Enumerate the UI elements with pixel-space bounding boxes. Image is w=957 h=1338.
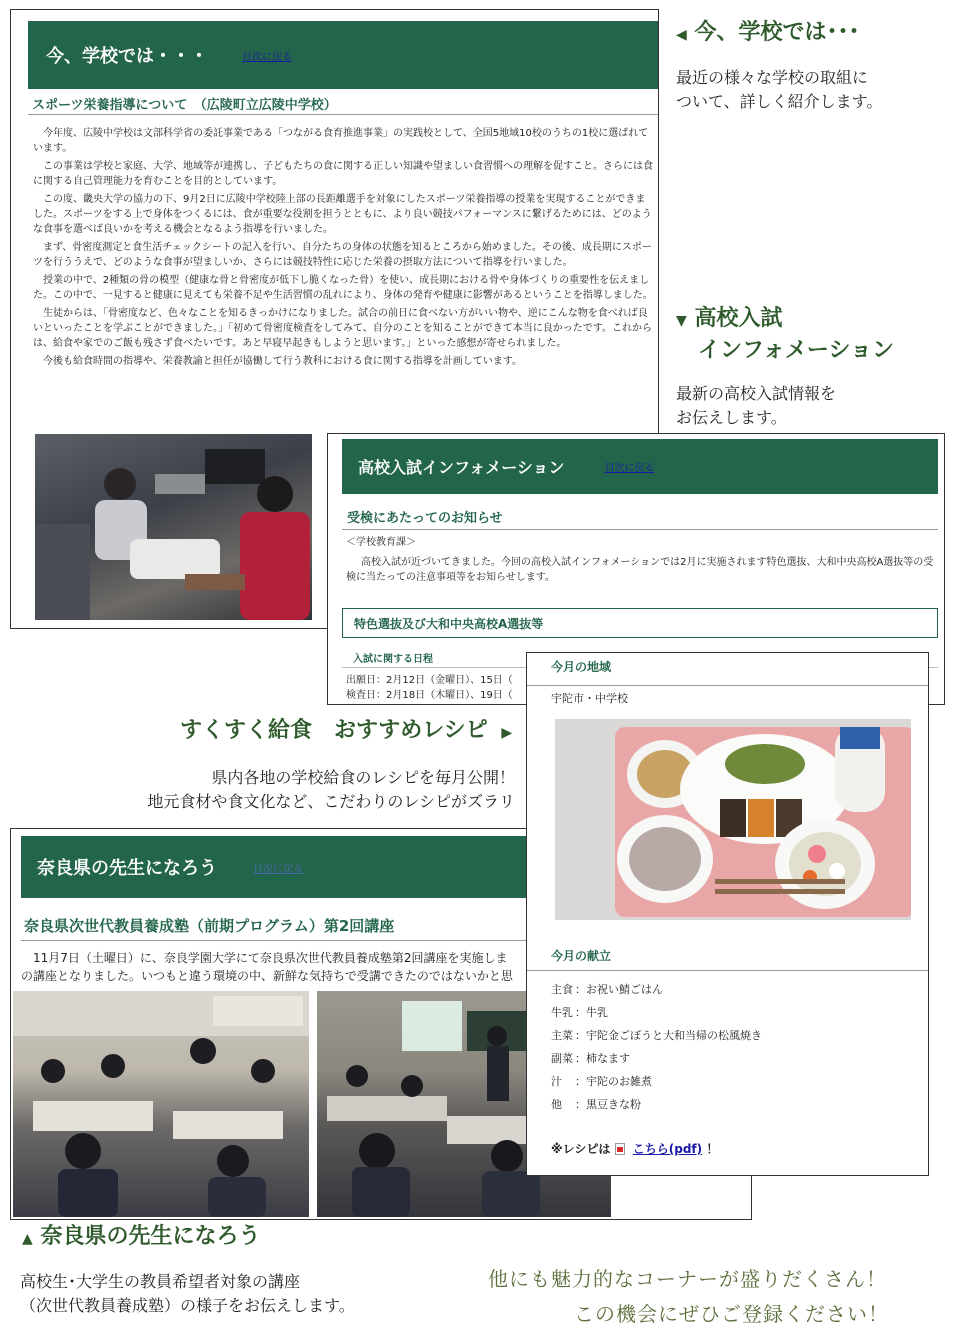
callout-recipe-title <box>180 716 512 748</box>
recipe-lunch-figures <box>555 719 911 920</box>
school-paragraph: 生徒からは、「骨密度など、色々なことを知るきっかけになりました。試合の前日に食べない方がいい物や、逆にこんな物を食べれば良いといったことを学ぶことができました。」「初めて骨密度検査をしてみて、自分のことを知ることができて本当に良かったです。これからは、給食や家でのご飯も残さず食べたいです。あと早寝早起きもしようと思います。」といった感想が寄せられました。 <box>33 308 652 349</box>
callout-teacher-text <box>20 1270 355 1318</box>
exam-dept: ＜学校教育課＞ <box>346 537 416 548</box>
exam-title-rule <box>342 529 938 530</box>
school-header-title: 今、学校では・・・ <box>46 46 208 67</box>
callout-teacher-line: （次世代教員養成塾）の様子をお伝えします。 <box>20 1296 355 1315</box>
menu-key: 主食 <box>551 983 573 996</box>
school-paragraph: 授業の中で、2種類の骨の模型（健康な骨と骨密度が低下し脆くなった骨）を使い、成長期における骨や身体づくりの重要性を伝えました。この中で、一見すると健康に見えても栄養不足や生活習慣の乱れにより、身体の発育や健康に影響があるということを指導しました。 <box>33 275 653 301</box>
callout-teacher-line: 高校生･大学生の教員希望者対象の講座 <box>20 1272 301 1291</box>
menu-value: ：宇陀のお雑煮 <box>575 1075 652 1088</box>
callout-school-line: 最近の様々な学校の取組に <box>676 68 869 87</box>
exam-schedule-line: 出願日：2月12日（金曜日）、15日（ <box>346 675 513 686</box>
menu-key: 副菜 <box>551 1052 573 1065</box>
teacher-header-title: 奈良県の先生になろう <box>37 858 217 879</box>
exam-box-title: 特色選抜及び大和中央高校A選抜等 <box>354 617 544 631</box>
recipe-pdf-link[interactable]: こちら(pdf) <box>632 1142 703 1156</box>
teacher-article-title: 奈良県次世代教員養成塾（前期プログラム）第2回講座 <box>24 917 395 935</box>
menu-row <box>551 978 762 1001</box>
menu-key: 主菜 <box>551 1029 573 1042</box>
callout-teacher-title-text: 奈良県の先生になろう <box>40 1224 261 1249</box>
callout-recipe-title-text: すくすく給食 おすすめレシピ <box>180 718 488 743</box>
pdf-file-icon <box>615 1143 625 1155</box>
teacher-classroom-photo-1 <box>13 991 309 1217</box>
menu-row <box>551 1093 762 1116</box>
exam-notice-title: 受検にあたってのお知らせ <box>347 511 503 526</box>
recipe-lunch-photo <box>555 719 911 920</box>
triangle-up-icon: ▲ <box>22 1231 33 1247</box>
callout-exam-title-line: インフォメーション <box>698 338 895 363</box>
school-back-link[interactable]: 目次に戻る <box>242 51 292 63</box>
school-paragraph: 今後も給食時間の指導や、栄養教諭と担任が協働して行う教科における食に関する指導を計画しています。 <box>43 356 522 367</box>
menu-row <box>551 1047 762 1070</box>
school-title-rule <box>28 114 658 115</box>
callout-exam-title-line: 高校入試 <box>694 306 783 331</box>
teacher-text-line: の講座となりました。いつもと違う環境の中、新鮮な気持ちで受講できたのではないかと思 <box>21 969 513 983</box>
menu-value: ：お祝い鯖ごはん <box>575 983 663 996</box>
closing-line-2: この機会にぜひご登録ください！ <box>574 1302 889 1326</box>
teacher-back-link[interactable]: 目次に戻る <box>253 863 303 875</box>
school-paragraph: 今年度、広陵中学校は文部科学省の委託事業である「つながる食育推進事業」の実践校として、全国5地域10校のうちの1校に選ばれています。 <box>33 128 649 154</box>
callout-school-line: ついて、詳しく紹介します。 <box>676 92 883 111</box>
triangle-left-icon: ◀ <box>676 27 687 43</box>
exam-schedule-title: 入試に関する日程 <box>353 654 433 665</box>
callout-recipe-line: 県内各地の学校給食のレシピを毎月公開！ <box>211 768 515 787</box>
callout-teacher-title <box>22 1222 260 1254</box>
school-lesson-photo <box>35 434 312 620</box>
menu-value: ：黒豆きな粉 <box>575 1098 641 1111</box>
school-header-bar <box>28 21 659 89</box>
closing-line-1: 他にも魅力的なコーナーが盛りだくさん！ <box>488 1267 887 1291</box>
menu-value: ：宇陀金ごぼうと大和当帰の松風焼き <box>575 1029 762 1042</box>
callout-exam-line: 最新の高校入試情報を <box>676 384 837 403</box>
menu-value: ：柿なます <box>575 1052 630 1065</box>
school-paragraph: まず、骨密度測定と食生活チェックシートの記入を行い、自分たちの身体の状態を知るところから始めました。その後、成長期にスポーツを行ううえで、どのような食事が望ましいか、さらには競技特性に応じた栄養の摂取方法について指導を行いました。 <box>33 242 652 268</box>
menu-row <box>551 1001 762 1024</box>
menu-row <box>551 1070 762 1093</box>
callout-exam-text <box>676 382 836 430</box>
menu-row <box>551 1024 762 1047</box>
menu-key: 他 <box>551 1098 562 1111</box>
callout-school-title <box>676 18 859 50</box>
recipe-menu-label: 今月の献立 <box>551 949 612 963</box>
recipe-link-suffix: ！ <box>706 1142 719 1156</box>
menu-key: 牛乳 <box>551 1006 573 1019</box>
recipe-region: 宇陀市・中学校 <box>551 692 628 705</box>
triangle-right-icon: ▶ <box>501 725 513 741</box>
callout-recipe-line: 地元食材や食文化など、こだわりのレシピがズラリ <box>147 792 515 811</box>
exam-header-title: 高校入試インフォメーション <box>358 458 565 477</box>
callout-exam-title <box>676 304 894 366</box>
recipe-link-line <box>551 1140 718 1157</box>
recipe-menu-list <box>551 978 762 1116</box>
exam-schedule-line: 検査日：2月18日（木曜日）、19日（ <box>346 690 513 701</box>
school-article-body <box>33 126 653 372</box>
recipe-link-prefix: ※レシピは <box>551 1142 611 1156</box>
recipe-panel <box>526 652 929 1176</box>
callout-school-title-text: 今、学校では･･･ <box>694 20 860 45</box>
callout-exam-line: お伝えします。 <box>676 408 787 427</box>
recipe-region-label: 今月の地域 <box>551 660 612 674</box>
exam-back-link[interactable]: 目次に戻る <box>604 463 655 474</box>
callout-school-text <box>676 66 882 114</box>
menu-value: ：牛乳 <box>575 1006 608 1019</box>
school-paragraph: この度、畿央大学の協力の下、9月2日に広陵中学校陸上部の長距離選手を対象にしたスポーツ栄養指導の授業を実現することができました。スポーツをする上で身体をつくるには、食が重要な役割を担うとともに、より良い競技パフォーマンスに繋げるためには、どのような食事を選べば良いかを考える機会となるよう指導を行いました。 <box>33 194 652 235</box>
triangle-down-icon: ▼ <box>676 313 687 329</box>
school-photo-figures <box>35 434 312 620</box>
teacher-photo1-figures <box>13 991 309 1217</box>
exam-header-bar <box>342 439 938 494</box>
recipe-menu-rule <box>527 970 929 971</box>
school-paragraph: この事業は学校と家庭、大学、地域等が連携し、子どもたちの食に関する正しい知識や望ましい食習慣への理解を促すこと。さらには食に関する自己管理能力を育むことを目的としています。 <box>33 161 653 187</box>
callout-recipe-text <box>120 766 515 814</box>
teacher-text-line: 11月7日（土曜日）に、奈良学園大学にて奈良県次世代教員養成塾第2回講座を実施しま <box>33 951 508 965</box>
menu-key: 汁 <box>551 1075 562 1088</box>
exam-body: 高校入試が近づいてきました。今回の高校入試インフォメーションでは2月に実施されます特色選抜、大和中央高校A選抜等の受検に当たっての注意事項等をお知らせします。 <box>346 557 934 583</box>
exam-box <box>342 608 938 638</box>
recipe-region-rule <box>527 685 929 686</box>
school-article-title: スポーツ栄養指導について （広陵町立広陵中学校） <box>32 98 337 113</box>
